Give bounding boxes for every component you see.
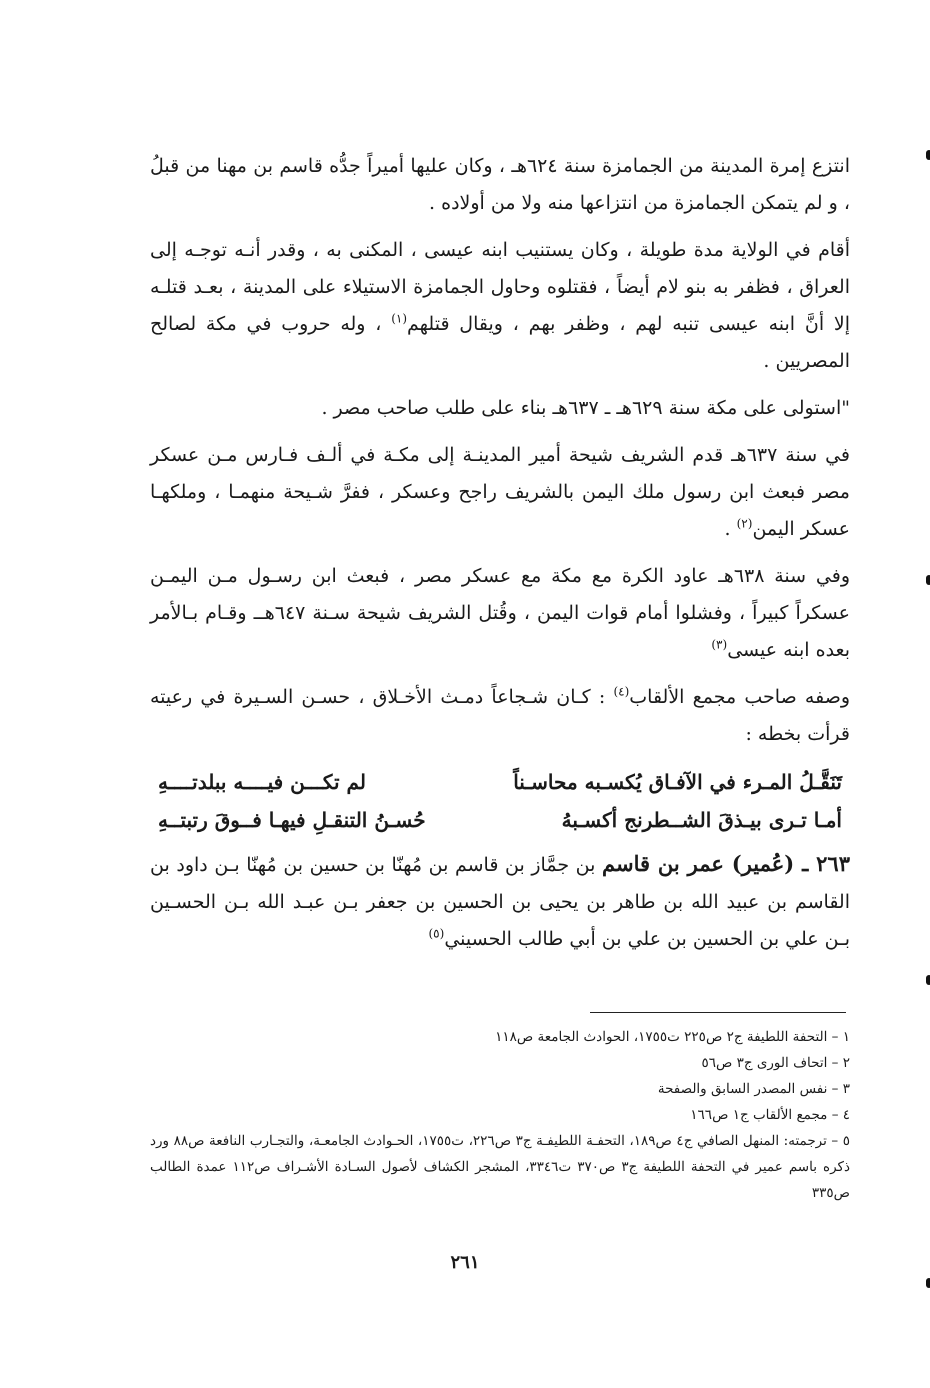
- paragraph-6: وصفه صاحب مجمع الألقاب$^{(٤)}$ : كـان شـجاعاً دمـث الأخـلاق ، حسـن السـيرة في رعيته قرأت بخطه :: [150, 684, 851, 745]
- page-number: ٢٦١: [450, 1252, 480, 1273]
- paragraph-3: "استولى على مكة سنة ٦٢٩هـ ـ ٦٣٧هـ بناء على طلب صاحب مصر .: [321, 397, 850, 419]
- entry-title: ٢٦٣ ـ (عُمير) عمر بن قاسم: [602, 851, 850, 876]
- scan-mark: [926, 1278, 930, 1288]
- footnote-mark-4: (٤): [613, 684, 630, 699]
- verse-2-first-hemistich: أمـا تـرى بيـذقَ الشــطرنج أكسـبهُ: [561, 808, 842, 832]
- verse-2: [150, 801, 850, 839]
- scan-mark: [926, 975, 930, 985]
- verse-1-first-hemistich: تَنَقَّـلُ المـرء في الآفـاق يُكسـبه محاسـناً: [513, 770, 842, 794]
- verse-2-second-hemistich: حُسـنُ التنقـلِ فيهـا فــوقَ رتبتــهِ: [158, 808, 426, 832]
- verse-1: [150, 763, 850, 801]
- footnote-3: ٣ – نفس المصدر السابق والصفحة: [657, 1081, 850, 1097]
- footnote-4: ٤ – مجمع الألقاب ج١ ص١٦٦: [690, 1107, 850, 1123]
- paragraph-4: في سنة ٦٣٧هـ قدم الشريف شيحة أمير المدينـة إلى مكـة في ألـف فـارس مـن عسكر مصر فبعث ابن رسول ملك اليمن بالشريف راجح وعسكر ، ففرَّ شـيحة منهمـا ، وملكهـا عسكر اليمن$^{(٢)}$ .: [150, 444, 850, 540]
- verse-1-second-hemistich: لم تكـــن فيــــه ببلدتــــهِ: [158, 770, 366, 794]
- paragraph-2: أقام في الولاية مدة طويلة ، وكان يستنيب ابنه عيسى ، المكنى به ، وقدر أنـه توجـه إلى العراق ، فظفر به بنو لام أيضاً ، فقتلوه وحاول الجمامزة الاستيلاء على المدينة ، بعـد قتلـه إلا أنَّ ابنه عيسى تنبه لهم ، وظفر بهم ، ويقال قتلهم$^{(١)}$ ، وله حروب في مكة لصالح المصريين .: [150, 239, 850, 372]
- scan-mark: [926, 575, 930, 585]
- footnote-2: ٢ – اتحاف الورى ج٣ ص٥٦: [701, 1055, 850, 1071]
- footnote-mark-5: (٥): [428, 926, 445, 941]
- footnote-5: ٥ – ترجمته: المنهل الصافي ج٤ ص١٨٩، التحفـة اللطيفـة ج٣ ص٢٢٦، ت١٧٥٥، الحـوادث الجامعـة، والتجـارب النافعة ص٨٨ ورد ذكره باسم عمير في التحفة اللطيفة ج٣ ص٣٧٠ ت٣٣٤٦، المشجر الكشاف لأصول السـادة الأشـراف ص١١٢ عمدة الطالب ص٣٣٥: [150, 1133, 850, 1201]
- entry-263: [150, 845, 850, 958]
- footnotes: [150, 1024, 850, 1206]
- paragraph-1: انتزع إمرة المدينة من الجمامزة سنة ٦٢٤هـ ، وكان عليها أميراً جدُّه قاسم بن مهنا من قبلُ ، و لم يتمكن الجمامزة من انتزاعها منه ولا من أولاده .: [150, 155, 850, 214]
- main-text: [150, 148, 850, 968]
- paragraph-5: وفي سنة ٦٣٨هـ عاود الكرة مع مكة مع عسكر مصر ، فبعث ابن رسـول مـن اليمـن عسكراً كبيراً ، وفشلوا أمام قوات اليمن ، وقُتل الشريف شيحة سـنة ٦٤٧هــ وقـام بـالأمر بعده ابنه عيسى$^{(٣)}$: [150, 565, 851, 661]
- footnote-1: ١ – التحفة اللطيفة ج٢ ص٢٢٥ ت١٧٥٥، الحوادث الجامعة ص١١٨: [495, 1029, 850, 1045]
- poem: [150, 763, 850, 839]
- footnote-mark-3: (٣): [711, 637, 728, 652]
- entry-text: بن جمَّاز بن قاسم بن مُهنّا بن حسين بن مُهنّا بـن داود بن القاسم بن عبيد الله بن طاهر بن يحيى بن الحسين بن جعفر بـن عبـد الله بـن الحسـين بـن علي بن الحسين بن علي بن أبي طالب الحسيني: [150, 854, 850, 950]
- footnote-mark-1: (١): [391, 311, 408, 326]
- footnote-divider: [590, 1012, 846, 1013]
- footnote-mark-2: (٢): [736, 516, 753, 531]
- scan-mark: [926, 150, 930, 160]
